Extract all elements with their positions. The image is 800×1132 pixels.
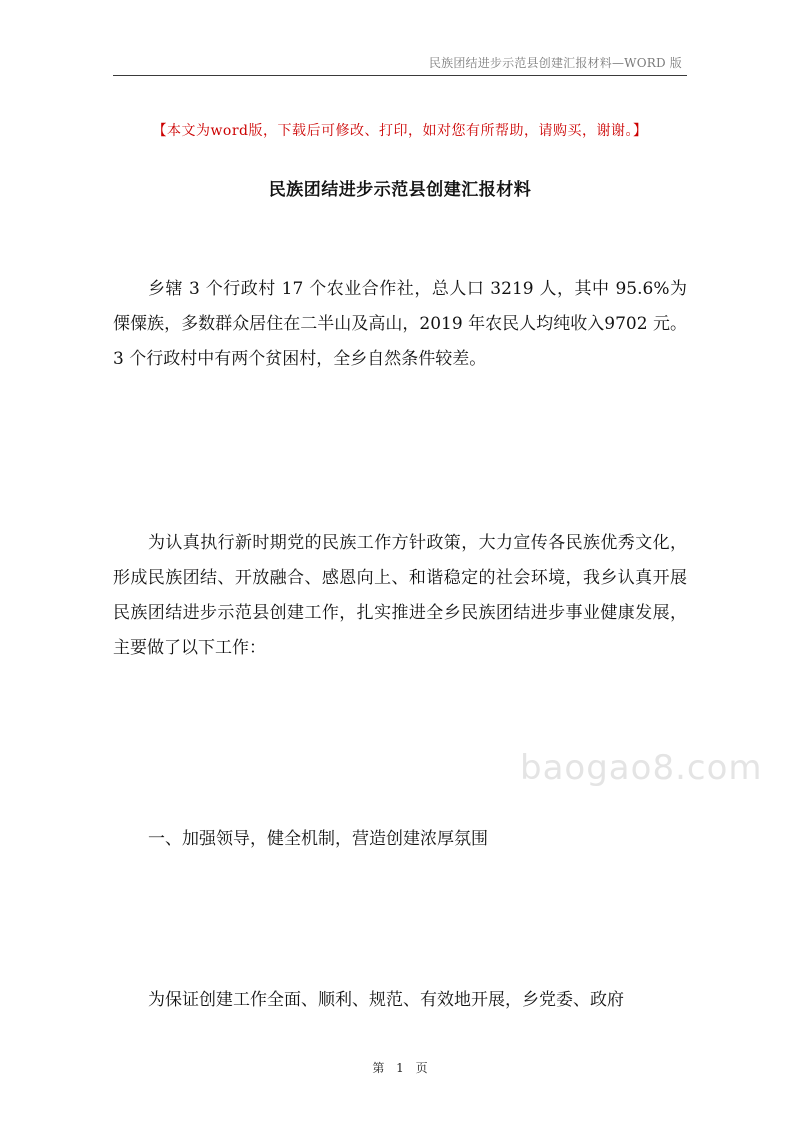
document-title: 民族团结进步示范县创建汇报材料 <box>268 180 532 200</box>
paragraph-section-1: 为保证创建工作全面、顺利、规范、有效地开展，乡党委、政府 <box>148 990 624 1010</box>
download-notice: 【本文为word版，下载后可修改、打印，如对您有所帮助，请购买，谢谢。】 <box>152 123 648 139</box>
header-divider <box>113 75 687 76</box>
paragraph-overview: 乡辖 3 个行政村 17 个农业合作社，总人口 3219 人，其中 95.6%为傈僳族，多数群众居住在二半山及高山，2019 年农民人均纯收入9702 元。3 个行政村中有两个贫困村，全乡自然条件较差。 <box>113 279 687 369</box>
footer-prefix: 第 <box>372 1061 385 1075</box>
footer-suffix: 页 <box>415 1061 428 1075</box>
paragraph-introduction: 为认真执行新时期党的民族工作方针政策，大力宣传各民族优秀文化，形成民族团结、开放融合、感恩向上、和谐稳定的社会环境，我乡认真开展民族团结进步示范县创建工作，扎实推进全乡民族团结进步事业健康发展，主要做了以下工作： <box>113 533 687 658</box>
page-footer <box>0 1059 800 1076</box>
running-header: 民族团结进步示范县创建汇报材料—WORD 版 <box>428 56 682 70</box>
watermark: baogao8.com <box>520 748 763 788</box>
page-number: 1 <box>396 1061 404 1075</box>
section-heading-1: 一、加强领导，健全机制，营造创建浓厚氛围 <box>148 829 488 849</box>
